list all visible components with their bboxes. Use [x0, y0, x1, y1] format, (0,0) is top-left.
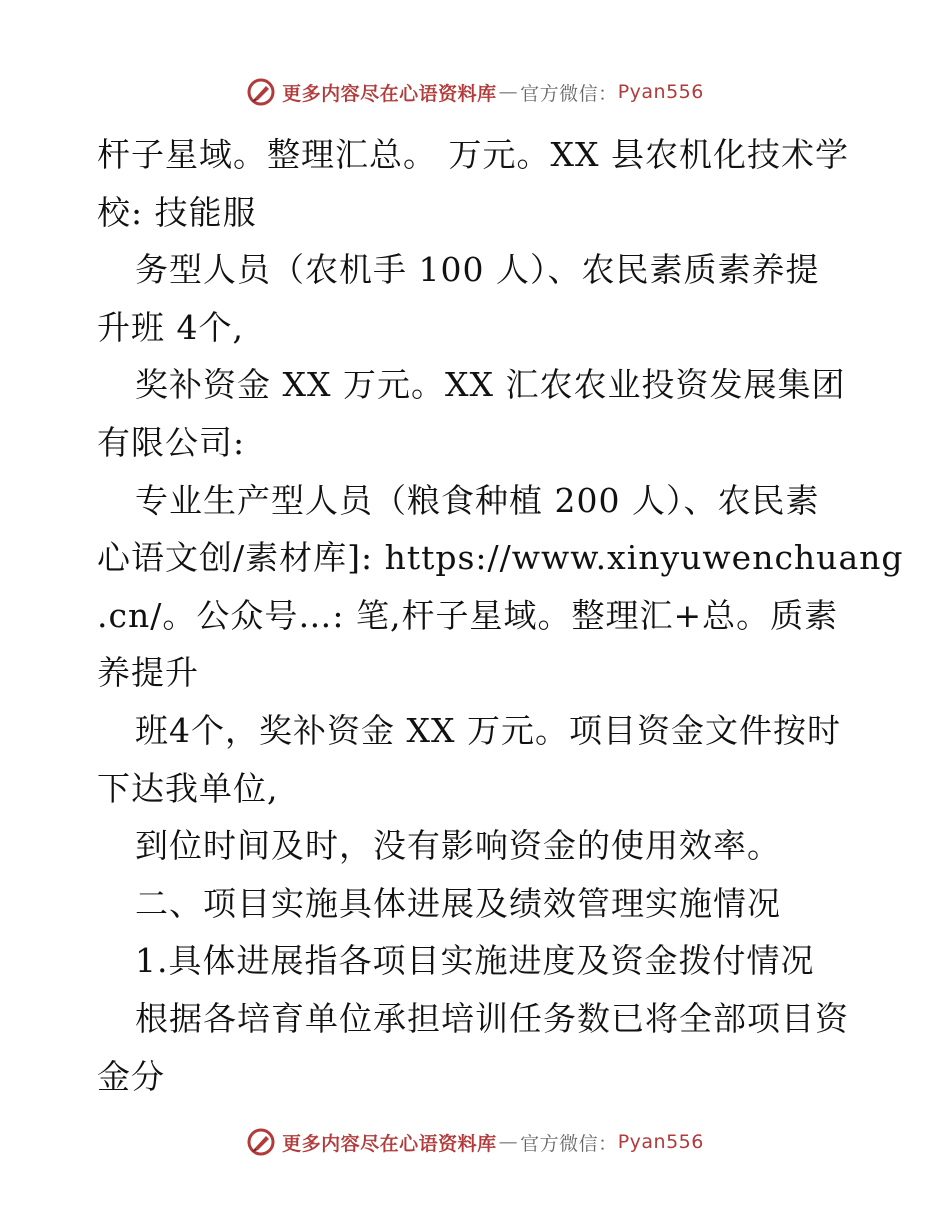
header-watermark-banner [0, 72, 950, 112]
banner-promo-text: 更多内容尽在心语资料库 [282, 1132, 497, 1155]
footer-watermark-banner [0, 1122, 950, 1162]
banner-promo-text: 更多内容尽在心语资料库 [282, 82, 497, 105]
banner-wechat-id: Pyan556 [617, 1131, 704, 1153]
banner-dash: — [498, 81, 519, 103]
text-line: 有限公司: [97, 422, 246, 462]
text-line: 养提升 [97, 653, 199, 693]
banner-wechat-label: 官方微信： [520, 82, 618, 105]
text-line: 到位时间及时，没有影响资金的使用效率。 [135, 826, 781, 866]
banner-wechat-id: Pyan556 [617, 81, 704, 103]
text-line: 下达我单位, [97, 768, 279, 808]
pen-logo-icon [246, 77, 276, 107]
pen-logo-icon [246, 1127, 276, 1157]
text-line: 务型人员（农机手 100 人）、农民素质素养提 [135, 250, 820, 290]
text-line: 升班 4个, [97, 307, 244, 347]
text-line: 金分 [97, 1056, 165, 1096]
subsection-heading: 1.具体进展指各项目实施进度及资金拨付情况 [135, 941, 815, 981]
banner-dash: — [498, 1131, 519, 1153]
document-body [97, 126, 904, 1105]
text-line: 奖补资金 XX 万元。XX 汇农农业投资发展集团 [135, 365, 846, 405]
text-line: 班4个，奖补资金 XX 万元。项目资金文件按时 [135, 710, 841, 750]
text-line: 根据各培育单位承担培训任务数已将全部项目资 [135, 998, 849, 1038]
text-line: 专业生产型人员（粮食种植 200 人）、农民素 [135, 480, 820, 520]
section-heading: 二、项目实施具体进展及绩效管理实施情况 [135, 883, 781, 923]
banner-wechat-label: 官方微信： [520, 1132, 618, 1155]
text-line: 心语文创/素材库]: https://www.xinyuwenchuang [97, 538, 904, 578]
text-line: 校: 技能服 [97, 192, 257, 232]
text-line: .cn/。公众号…: 笔,杆子星域。整理汇+总。质素 [97, 595, 839, 635]
text-line: 杆子星域。整理汇总。 万元。XX 县农机化技术学 [97, 135, 849, 174]
